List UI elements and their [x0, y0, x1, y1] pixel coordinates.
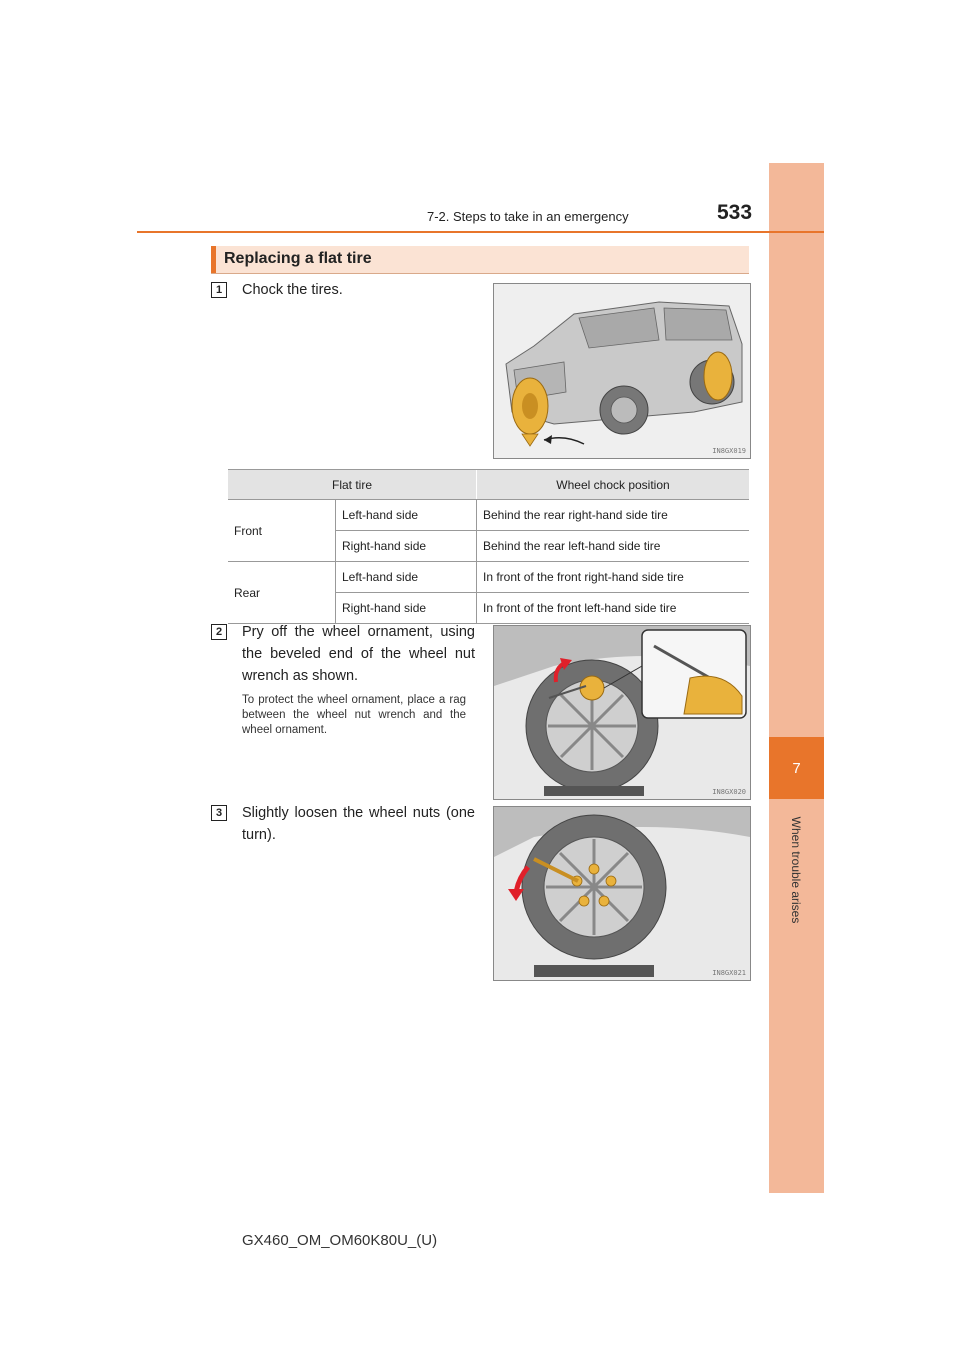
step-1-number: 1 — [211, 282, 227, 298]
table-group-rear: Rear — [228, 562, 336, 624]
step-1-illustration — [493, 283, 751, 459]
table-row — [228, 500, 749, 531]
table-cell-position: In front of the front left-hand side tire — [477, 593, 750, 624]
table-cell-side: Left-hand side — [336, 500, 477, 531]
chapter-heading: 7-2. Steps to take in an emergency — [427, 209, 629, 224]
table-header-chock-position: Wheel chock position — [477, 470, 750, 500]
table-group-front: Front — [228, 500, 336, 562]
chapter-side-label: When trouble arises — [789, 816, 803, 924]
section-title-bar — [211, 246, 749, 274]
wheel-ornament-removal-illustration — [494, 626, 750, 799]
table-cell-position: Behind the rear right-hand side tire — [477, 500, 750, 531]
page-number: 533 — [717, 201, 753, 224]
figure-3-code: IN8GX021 — [712, 969, 746, 977]
table-cell-side: Right-hand side — [336, 593, 477, 624]
step-2-note: To protect the wheel ornament, place a rag between the wheel nut wrench and the wheel ornament. — [242, 694, 466, 736]
step-3-illustration — [493, 806, 751, 981]
table-header-flat-tire: Flat tire — [228, 470, 477, 500]
suv-chocked-illustration — [494, 284, 750, 458]
table-cell-position: Behind the rear left-hand side tire — [477, 531, 750, 562]
figure-2-code: IN8GX020 — [712, 788, 746, 796]
table-cell-side: Left-hand side — [336, 562, 477, 593]
step-3-number: 3 — [211, 805, 227, 821]
chapter-side-tab — [769, 163, 824, 1193]
step-2-text: Pry off the wheel ornament, using the beveled end of the wheel nut wrench as shown. — [242, 624, 475, 684]
section-title: Replacing a flat tire — [224, 250, 372, 267]
table-row — [228, 562, 749, 593]
header-rule — [137, 231, 824, 233]
table-cell-side: Right-hand side — [336, 531, 477, 562]
document-code: GX460_OM_OM60K80U_(U) — [242, 1232, 438, 1249]
step-1-text: Chock the tires. — [242, 282, 343, 298]
chapter-number-badge: 7 — [769, 737, 824, 799]
step-3-text: Slightly loosen the wheel nuts (one turn). — [242, 805, 475, 843]
table-cell-position: In front of the front right-hand side tire — [477, 562, 750, 593]
wheel-chock-table — [228, 469, 749, 624]
section-accent — [211, 246, 216, 273]
step-2-illustration — [493, 625, 751, 800]
loosen-wheel-nuts-illustration — [494, 807, 750, 980]
step-2-number: 2 — [211, 624, 227, 640]
figure-1-code: IN8GX019 — [712, 447, 746, 455]
